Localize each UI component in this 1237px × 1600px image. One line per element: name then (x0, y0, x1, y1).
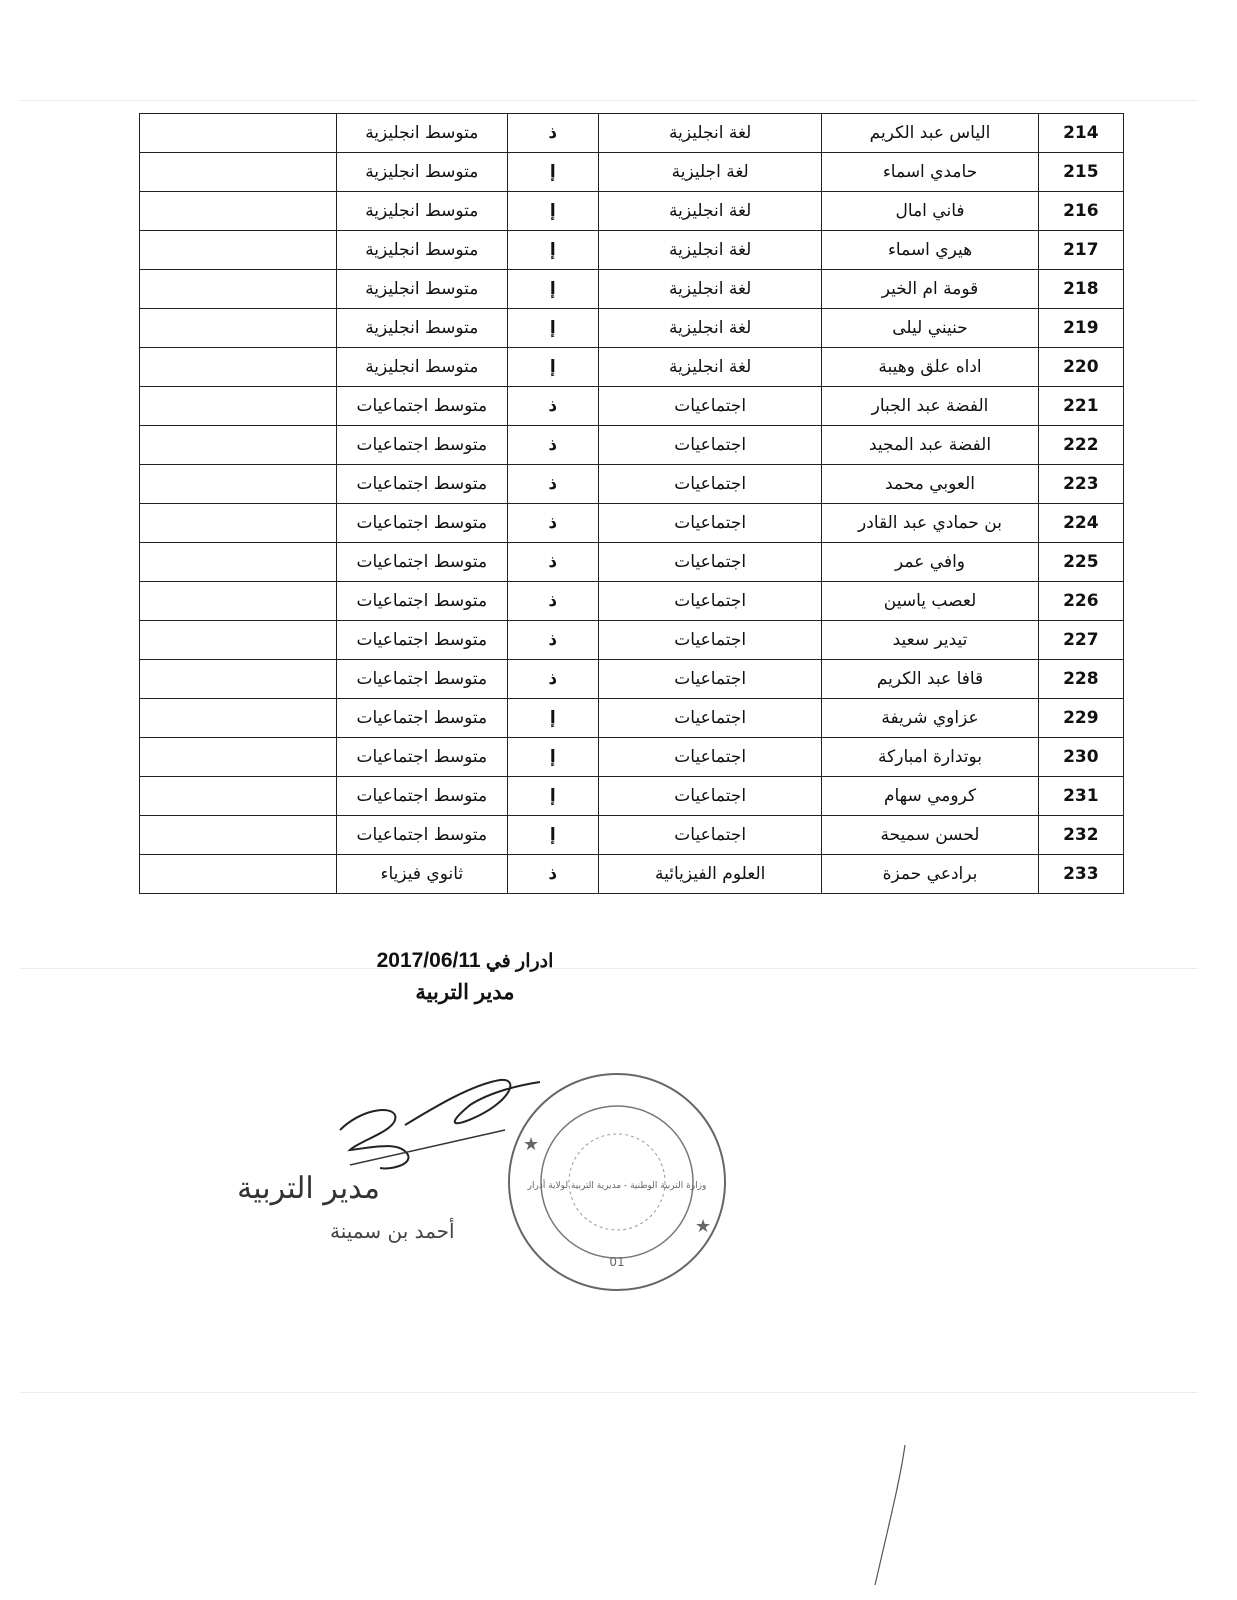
signature-block (360, 946, 570, 1009)
table-row (140, 192, 1124, 231)
name-cell: بن حمادي عبد القادر (822, 504, 1038, 543)
scan-artifact (20, 100, 1197, 101)
table-row (140, 816, 1124, 855)
name-cell: الياس عبد الكريم (822, 114, 1038, 153)
name-cell: برادعي حمزة (822, 855, 1038, 894)
grade-cell: ذ (507, 426, 598, 465)
table-body (140, 114, 1124, 894)
table-row (140, 855, 1124, 894)
name-cell: كرومي سهام (822, 777, 1038, 816)
subject-cell: لغة انجليزية (598, 231, 821, 270)
subject-cell: اجتماعيات (598, 738, 821, 777)
number-cell: 229 (1038, 699, 1123, 738)
name-cell: لعصب ياسين (822, 582, 1038, 621)
grade-cell: إ (507, 738, 598, 777)
number-cell: 227 (1038, 621, 1123, 660)
subject-cell: العلوم الفيزيائية (598, 855, 821, 894)
level-cell: متوسط اجتماعيات (337, 387, 508, 426)
scan-artifact (20, 1392, 1197, 1393)
notes-cell (140, 309, 337, 348)
table-row (140, 543, 1124, 582)
level-cell: متوسط انجليزية (337, 192, 508, 231)
subject-cell: اجتماعيات (598, 543, 821, 582)
name-cell: الفضة عبد المجيد (822, 426, 1038, 465)
level-cell: متوسط اجتماعيات (337, 582, 508, 621)
subject-cell: اجتماعيات (598, 426, 821, 465)
svg-text:★: ★ (523, 1134, 540, 1155)
notes-cell (140, 816, 337, 855)
number-cell: 224 (1038, 504, 1123, 543)
table-row (140, 426, 1124, 465)
table-row (140, 582, 1124, 621)
notes-cell (140, 543, 337, 582)
name-cell: حامدي اسماء (822, 153, 1038, 192)
subject-cell: اجتماعيات (598, 816, 821, 855)
subject-cell: اجتماعيات (598, 699, 821, 738)
level-cell: متوسط انجليزية (337, 309, 508, 348)
level-cell: متوسط اجتماعيات (337, 699, 508, 738)
table-row (140, 777, 1124, 816)
level-cell: متوسط اجتماعيات (337, 426, 508, 465)
name-cell: بوتدارة امباركة (822, 738, 1038, 777)
notes-cell (140, 231, 337, 270)
number-cell: 220 (1038, 348, 1123, 387)
subject-cell: لغة انجليزية (598, 348, 821, 387)
number-cell: 233 (1038, 855, 1123, 894)
stray-pen-mark (860, 1440, 920, 1590)
grade-cell: إ (507, 270, 598, 309)
grade-cell: ذ (507, 504, 598, 543)
notes-cell (140, 660, 337, 699)
director-title: مدير التربية (415, 981, 515, 1004)
level-cell: متوسط اجتماعيات (337, 504, 508, 543)
place-label: ادرار في (485, 951, 554, 972)
grade-cell: ذ (507, 621, 598, 660)
grade-cell: إ (507, 231, 598, 270)
grade-cell: ذ (507, 465, 598, 504)
name-cell: حنيني ليلى (822, 309, 1038, 348)
name-cell: لحسن سميحة (822, 816, 1038, 855)
number-cell: 221 (1038, 387, 1123, 426)
notes-cell (140, 465, 337, 504)
subject-cell: اجتماعيات (598, 621, 821, 660)
grade-cell: ذ (507, 855, 598, 894)
name-cell: تيدير سعيد (822, 621, 1038, 660)
subject-cell: لغة انجليزية (598, 114, 821, 153)
name-cell: العوبي محمد (822, 465, 1038, 504)
name-cell: وافي عمر (822, 543, 1038, 582)
level-cell: متوسط اجتماعيات (337, 660, 508, 699)
table-row (140, 660, 1124, 699)
level-cell: متوسط اجتماعيات (337, 816, 508, 855)
number-cell: 223 (1038, 465, 1123, 504)
subject-cell: اجتماعيات (598, 582, 821, 621)
notes-cell (140, 270, 337, 309)
table-row (140, 504, 1124, 543)
signature-name-text: أحمد بن سمينة (330, 1219, 455, 1243)
notes-cell (140, 777, 337, 816)
notes-cell (140, 855, 337, 894)
date-value: 2017/06/11 (376, 949, 481, 972)
number-cell: 215 (1038, 153, 1123, 192)
name-cell: قافا عبد الكريم (822, 660, 1038, 699)
level-cell: متوسط اجتماعيات (337, 621, 508, 660)
name-cell: الفضة عبد الجبار (822, 387, 1038, 426)
name-cell: هيري اسماء (822, 231, 1038, 270)
signature-title-text: مدير التربية (237, 1171, 380, 1206)
level-cell: متوسط اجتماعيات (337, 543, 508, 582)
notes-cell (140, 699, 337, 738)
name-cell: فاني امال (822, 192, 1038, 231)
number-cell: 214 (1038, 114, 1123, 153)
number-cell: 228 (1038, 660, 1123, 699)
candidates-table (139, 113, 1124, 894)
notes-cell (140, 504, 337, 543)
grade-cell: إ (507, 777, 598, 816)
table-row (140, 738, 1124, 777)
level-cell: متوسط اجتماعيات (337, 465, 508, 504)
notes-cell (140, 192, 337, 231)
number-cell: 226 (1038, 582, 1123, 621)
grade-cell: إ (507, 816, 598, 855)
subject-cell: لغة انجليزية (598, 192, 821, 231)
table-row (140, 309, 1124, 348)
notes-cell (140, 348, 337, 387)
subject-cell: اجتماعيات (598, 465, 821, 504)
stamp-number: 01 (609, 1255, 625, 1269)
grade-cell: ذ (507, 543, 598, 582)
subject-cell: لغة انجليزية (598, 309, 821, 348)
grade-cell: إ (507, 348, 598, 387)
date-line (360, 946, 570, 977)
grade-cell: ذ (507, 582, 598, 621)
grade-cell: ذ (507, 387, 598, 426)
level-cell: متوسط اجتماعيات (337, 738, 508, 777)
number-cell: 217 (1038, 231, 1123, 270)
grade-cell: إ (507, 153, 598, 192)
level-cell: متوسط انجليزية (337, 270, 508, 309)
grade-cell: ذ (507, 114, 598, 153)
grade-cell: إ (507, 309, 598, 348)
notes-cell (140, 582, 337, 621)
subject-cell: اجتماعيات (598, 387, 821, 426)
name-cell: اداه علق وهيبة (822, 348, 1038, 387)
subject-cell: اجتماعيات (598, 660, 821, 699)
level-cell: متوسط انجليزية (337, 153, 508, 192)
notes-cell (140, 738, 337, 777)
table-row (140, 621, 1124, 660)
notes-cell (140, 621, 337, 660)
number-cell: 232 (1038, 816, 1123, 855)
subject-cell: لغة اجليزية (598, 153, 821, 192)
subject-cell: اجتماعيات (598, 504, 821, 543)
grade-cell: إ (507, 192, 598, 231)
svg-text:★: ★ (695, 1216, 712, 1237)
table-row (140, 387, 1124, 426)
subject-cell: اجتماعيات (598, 777, 821, 816)
table-row (140, 153, 1124, 192)
notes-cell (140, 426, 337, 465)
level-cell: متوسط اجتماعيات (337, 777, 508, 816)
name-cell: عزاوي شريفة (822, 699, 1038, 738)
number-cell: 230 (1038, 738, 1123, 777)
number-cell: 218 (1038, 270, 1123, 309)
stamp-text: وزارة التربية الوطنية - مديرية التربية لولاية أدرار (527, 1181, 707, 1191)
scan-artifact (20, 968, 1197, 969)
number-cell: 216 (1038, 192, 1123, 231)
table-row (140, 270, 1124, 309)
level-cell: ثانوي فيزياء (337, 855, 508, 894)
table-row (140, 699, 1124, 738)
official-stamp (505, 1070, 730, 1295)
notes-cell (140, 114, 337, 153)
table-row (140, 114, 1124, 153)
number-cell: 231 (1038, 777, 1123, 816)
subject-cell: لغة انجليزية (598, 270, 821, 309)
table-row (140, 465, 1124, 504)
level-cell: متوسط انجليزية (337, 231, 508, 270)
notes-cell (140, 387, 337, 426)
table-row (140, 348, 1124, 387)
notes-cell (140, 153, 337, 192)
grade-cell: إ (507, 699, 598, 738)
level-cell: متوسط انجليزية (337, 348, 508, 387)
number-cell: 222 (1038, 426, 1123, 465)
grade-cell: ذ (507, 660, 598, 699)
level-cell: متوسط انجليزية (337, 114, 508, 153)
name-cell: قومة ام الخير (822, 270, 1038, 309)
number-cell: 225 (1038, 543, 1123, 582)
number-cell: 219 (1038, 309, 1123, 348)
table-row (140, 231, 1124, 270)
